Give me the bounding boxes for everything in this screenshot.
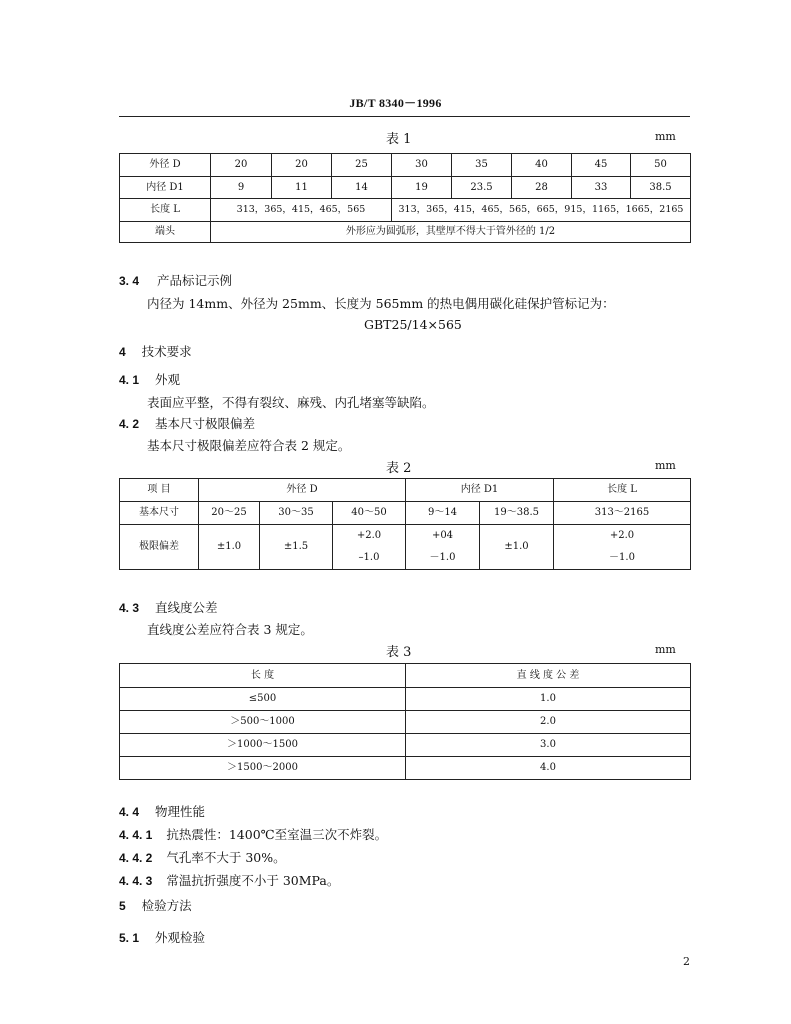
table1-cell-length-short: 313，365，415，465，565 [211, 199, 392, 222]
table2-cell: ±1.0 [199, 525, 260, 570]
section-title: 技术要求 [141, 344, 192, 359]
upper-deviation: +04 [431, 530, 454, 541]
table1-cell: 25 [332, 154, 392, 177]
table1-cell: 50 [631, 154, 691, 177]
table1-row-length [120, 199, 691, 222]
section-number: 5. 1 [119, 931, 140, 945]
section-title: 产品标记示例 [157, 273, 233, 288]
table2-header-row [120, 479, 691, 502]
lower-deviation: –1.0 [358, 552, 380, 563]
table1-cell: 11 [272, 177, 332, 199]
section-number: 4. 3 [119, 601, 140, 615]
table2-unit: mm [655, 459, 676, 472]
table1-cell: 14 [332, 177, 392, 199]
upper-deviation: +2.0 [356, 530, 382, 541]
paragraph: 表面应平整，不得有裂纹、麻残、内孔堵塞等缺陷。 [147, 395, 435, 410]
table1-label-end: 端头 [120, 222, 211, 243]
table1-row-od [120, 154, 691, 177]
table2-head-od: 外径 D [199, 479, 406, 502]
table1-cell: 30 [392, 154, 452, 177]
table2-cell: 9～14 [406, 502, 480, 525]
table1-cell-length-long: 313，365，415，465，565，665，915，1165，1665，2165 [392, 199, 691, 222]
paragraph: 内径为 14mm、外径为 25mm、长度为 565mm 的热电偶用碳化硅保护管标记为： [147, 296, 615, 311]
table2-cell-split [406, 525, 480, 570]
clause-text: 抗热震性：1400℃至室温三次不炸裂。 [166, 827, 388, 842]
section-4-2-heading [119, 414, 255, 432]
section-5-1-heading [119, 928, 205, 946]
section-title: 外观 [155, 372, 181, 387]
table2-row-basic [120, 502, 691, 525]
table1-cell: 38.5 [631, 177, 691, 199]
section-3-4-heading [119, 271, 232, 289]
upper-deviation: +2.0 [609, 530, 635, 541]
table3-unit: mm [655, 643, 676, 656]
table2-label-basic: 基本尺寸 [120, 502, 199, 525]
table1-cell: 20 [211, 154, 272, 177]
lower-deviation: －1.0 [609, 552, 635, 563]
table2-head-length: 长度 L [554, 479, 691, 502]
section-title: 外观检验 [155, 930, 206, 945]
paragraph: 直线度公差应符合表 3 规定。 [147, 622, 313, 637]
table3-caption: 表 3 [386, 645, 412, 660]
section-number: 3. 4 [119, 274, 140, 288]
document-code-header: JB/T 8340－1996 [349, 96, 442, 110]
table3-cell: ＞1000～1500 [120, 734, 406, 757]
section-title: 检验方法 [141, 898, 192, 913]
clause-text: 常温抗折强度不小于 30MPa。 [166, 873, 340, 888]
table2-row-tolerance [120, 525, 691, 570]
table1-caption: 表 1 [386, 132, 412, 147]
section-title: 直线度公差 [155, 600, 218, 615]
table-row [120, 711, 691, 734]
table2-cell: ±1.0 [480, 525, 554, 570]
table1-label-length: 长度 L [120, 199, 211, 222]
table-row [120, 734, 691, 757]
table2-cell-split [333, 525, 406, 570]
clause-4-4-2 [119, 848, 286, 866]
paragraph: 基本尺寸极限偏差应符合表 2 规定。 [147, 438, 351, 453]
table1 [119, 153, 691, 243]
table1-cell: 23.5 [452, 177, 512, 199]
table3-cell: ＞1500～2000 [120, 757, 406, 780]
table3-cell: ≤500 [120, 688, 406, 711]
table2 [119, 478, 691, 570]
section-4-4-heading [119, 802, 205, 820]
table3-cell: ＞500～1000 [120, 711, 406, 734]
section-number: 4. 1 [119, 373, 140, 387]
table1-label-od: 外径 D [120, 154, 211, 177]
lower-deviation: －1.0 [429, 552, 456, 563]
table-row [120, 688, 691, 711]
table2-cell-split [554, 525, 691, 570]
section-number: 4. 4. 3 [119, 874, 153, 888]
product-mark: GBT25/14×565 [364, 317, 462, 332]
table2-head-item: 项 目 [120, 479, 199, 502]
table2-caption: 表 2 [386, 461, 412, 476]
table2-cell: 20～25 [199, 502, 260, 525]
section-5-heading [119, 896, 192, 914]
section-number: 5 [119, 899, 126, 913]
table-row [120, 757, 691, 780]
clause-text: 气孔率不大于 30%。 [166, 850, 286, 865]
table1-cell: 28 [512, 177, 572, 199]
table2-cell: 30～35 [260, 502, 333, 525]
section-number: 4 [119, 345, 126, 359]
section-4-1-heading [119, 370, 180, 388]
table3-cell: 1.0 [406, 688, 691, 711]
section-number: 4. 4 [119, 805, 140, 819]
table1-cell: 20 [272, 154, 332, 177]
table3-head-tolerance: 直 线 度 公 差 [406, 664, 691, 688]
table3-head-length: 长 度 [120, 664, 406, 688]
table2-head-id: 内径 D1 [406, 479, 554, 502]
clause-4-4-1 [119, 825, 387, 843]
section-number: 4. 4. 2 [119, 851, 153, 865]
table3-cell: 3.0 [406, 734, 691, 757]
table2-label-tolerance: 极限偏差 [120, 525, 199, 570]
section-number: 4. 4. 1 [119, 828, 153, 842]
section-title: 物理性能 [155, 804, 206, 819]
page-number: 2 [683, 955, 690, 968]
section-number: 4. 2 [119, 417, 140, 431]
table3 [119, 663, 691, 780]
table1-cell-end: 外形应为圆弧形，其壁厚不得大于管外径的 1/2 [211, 222, 691, 243]
table1-unit: mm [655, 130, 676, 143]
table1-cell: 9 [211, 177, 272, 199]
clause-4-4-3 [119, 871, 339, 889]
section-4-3-heading [119, 598, 218, 616]
header-rule [119, 116, 690, 117]
table2-cell: 313～2165 [554, 502, 691, 525]
table1-label-id: 内径 D1 [120, 177, 211, 199]
table1-cell: 33 [572, 177, 631, 199]
section-title: 基本尺寸极限偏差 [155, 416, 256, 431]
table1-row-end [120, 222, 691, 243]
table3-cell: 4.0 [406, 757, 691, 780]
table1-cell: 40 [512, 154, 572, 177]
table3-cell: 2.0 [406, 711, 691, 734]
table1-cell: 35 [452, 154, 512, 177]
table1-cell: 45 [572, 154, 631, 177]
table2-cell: 19～38.5 [480, 502, 554, 525]
table2-cell: 40～50 [333, 502, 406, 525]
table2-cell: ±1.5 [260, 525, 333, 570]
table3-header-row [120, 664, 691, 688]
table1-row-id [120, 177, 691, 199]
table1-cell: 19 [392, 177, 452, 199]
section-4-heading [119, 342, 192, 360]
